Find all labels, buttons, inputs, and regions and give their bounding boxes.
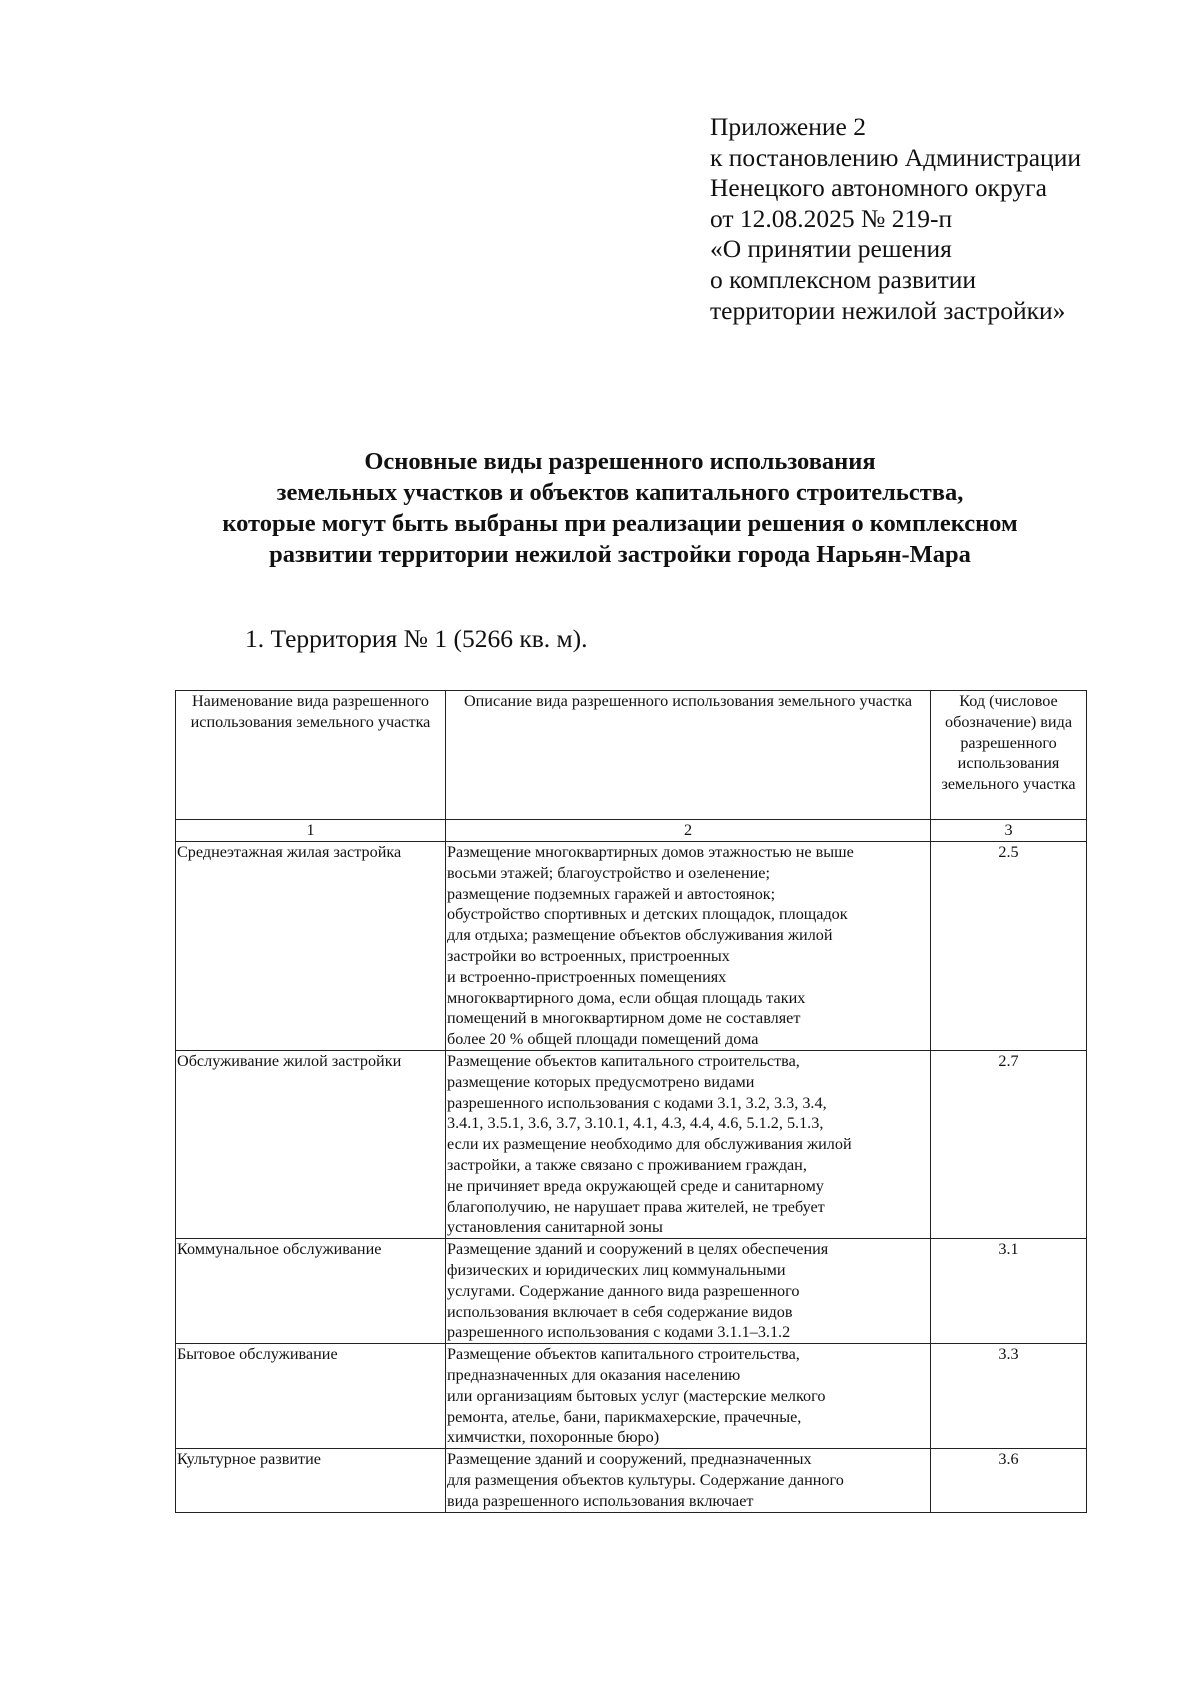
- use-name: Коммунальное обслуживание: [176, 1239, 446, 1344]
- appendix-block: [710, 112, 1081, 326]
- use-code: 3.6: [931, 1449, 1087, 1512]
- document-title: [180, 446, 1060, 570]
- use-description: [446, 1239, 931, 1344]
- column-header-description: Описание вида разрешенного использования земельного участка: [446, 691, 931, 820]
- appendix-line: Ненецкого автономного округа: [710, 173, 1047, 203]
- description-line: не причиняет вреда окружающей среде и санитарному: [447, 1176, 824, 1195]
- description-line: разрешенного использования с кодами 3.1, 3.2, 3.3, 3.4,: [447, 1093, 827, 1112]
- use-name: Культурное развитие: [176, 1449, 446, 1512]
- column-number-row: [176, 820, 1087, 842]
- title-line: земельных участков и объектов капитального строительства,: [276, 479, 964, 506]
- description-line: для отдыха; размещение объектов обслуживания жилой: [447, 926, 833, 945]
- use-description: [446, 1050, 931, 1238]
- description-line: ремонта, ателье, бани, парикмахерские, прачечные,: [447, 1407, 802, 1426]
- table-row: [176, 1449, 1087, 1512]
- description-line: или организациям бытовых услуг (мастерские мелкого: [447, 1386, 826, 1405]
- title-line: Основные виды разрешенного использования: [364, 448, 876, 475]
- description-line: размещение подземных гаражей и автостоянок;: [447, 884, 776, 903]
- use-description: [446, 1449, 931, 1512]
- table-header-row: [176, 691, 1087, 820]
- title-line: развитии территории нежилой застройки города Нарьян-Мара: [269, 541, 971, 568]
- use-code: 3.1: [931, 1239, 1087, 1344]
- description-line: многоквартирного дома, если общая площадь таких: [447, 988, 806, 1007]
- table-row: [176, 1050, 1087, 1238]
- appendix-line: территории нежилой застройки»: [710, 295, 1066, 325]
- table-row: [176, 1239, 1087, 1344]
- description-line: если их размещение необходимо для обслуживания жилой: [447, 1135, 852, 1154]
- description-line: 3.4.1, 3.5.1, 3.6, 3.7, 3.10.1, 4.1, 4.3, 4.4, 4.6, 5.1.2, 5.1.3,: [447, 1114, 824, 1133]
- column-number: 2: [446, 820, 931, 842]
- description-line: Размещение объектов капитального строительства,: [447, 1345, 800, 1364]
- description-line: разрешенного использования с кодами 3.1.1–3.1.2: [447, 1323, 791, 1342]
- table-row: [176, 1344, 1087, 1449]
- description-line: застройки во встроенных, пристроенных: [447, 946, 730, 965]
- description-line: услугами. Содержание данного вида разрешенного: [447, 1281, 800, 1300]
- column-header-name: Наименование вида разрешенного использования земельного участка: [176, 691, 446, 820]
- appendix-line: от 12.08.2025 № 219-п: [710, 203, 953, 233]
- description-line: Размещение зданий и сооружений, предназначенных: [447, 1450, 812, 1469]
- description-line: для размещения объектов культуры. Содержание данного: [447, 1470, 844, 1489]
- title-line: которые могут быть выбраны при реализации решения о комплексном: [222, 510, 1018, 537]
- column-header-code: Код (числовое обозначение) вида разрешенного использования земельного участка: [931, 691, 1087, 820]
- use-name: Бытовое обслуживание: [176, 1344, 446, 1449]
- description-line: Размещение объектов капитального строительства,: [447, 1051, 800, 1070]
- description-line: предназначенных для оказания населению: [447, 1365, 741, 1384]
- description-line: Размещение зданий и сооружений в целях обеспечения: [447, 1240, 829, 1259]
- use-code: 2.7: [931, 1050, 1087, 1238]
- description-line: Размещение многоквартирных домов этажностью не выше: [447, 843, 854, 861]
- appendix-line: «О принятии решения: [710, 234, 952, 264]
- description-line: помещений в многоквартирном доме не составляет: [447, 1009, 801, 1028]
- column-number: 3: [931, 820, 1087, 842]
- description-line: и встроенно-пристроенных помещениях: [447, 967, 727, 986]
- use-name: Среднеэтажная жилая застройка: [176, 842, 446, 1051]
- description-line: благополучию, не нарушает права жителей, не требует: [447, 1197, 825, 1216]
- permitted-uses-table: [175, 690, 1087, 1513]
- section-heading: 1. Территория № 1 (5266 кв. м).: [245, 624, 588, 653]
- description-line: более 20 % общей площади помещений дома: [447, 1030, 759, 1049]
- description-line: вида разрешенного использования включает: [447, 1491, 754, 1510]
- description-line: физических и юридических лиц коммунальными: [447, 1260, 786, 1279]
- description-line: застройки, а также связано с проживанием граждан,: [447, 1155, 807, 1174]
- description-line: обустройство спортивных и детских площадок, площадок: [447, 905, 848, 924]
- use-description: [446, 1344, 931, 1449]
- description-line: использования включает в себя содержание видов: [447, 1302, 793, 1321]
- description-line: химчистки, похоронные бюро): [447, 1428, 660, 1447]
- use-code: 3.3: [931, 1344, 1087, 1449]
- appendix-line: о комплексном развитии: [710, 264, 977, 294]
- table-row: [176, 842, 1087, 1051]
- description-line: восьми этажей; благоустройство и озеленение;: [447, 863, 770, 882]
- use-description: [446, 842, 931, 1051]
- column-number: 1: [176, 820, 446, 842]
- description-line: размещение которых предусмотрено видами: [447, 1072, 755, 1091]
- use-code: 2.5: [931, 842, 1087, 1051]
- appendix-line: к постановлению Администрации: [710, 142, 1081, 172]
- description-line: установления санитарной зоны: [447, 1218, 663, 1237]
- appendix-line: Приложение 2: [710, 112, 866, 141]
- use-name: Обслуживание жилой застройки: [176, 1050, 446, 1238]
